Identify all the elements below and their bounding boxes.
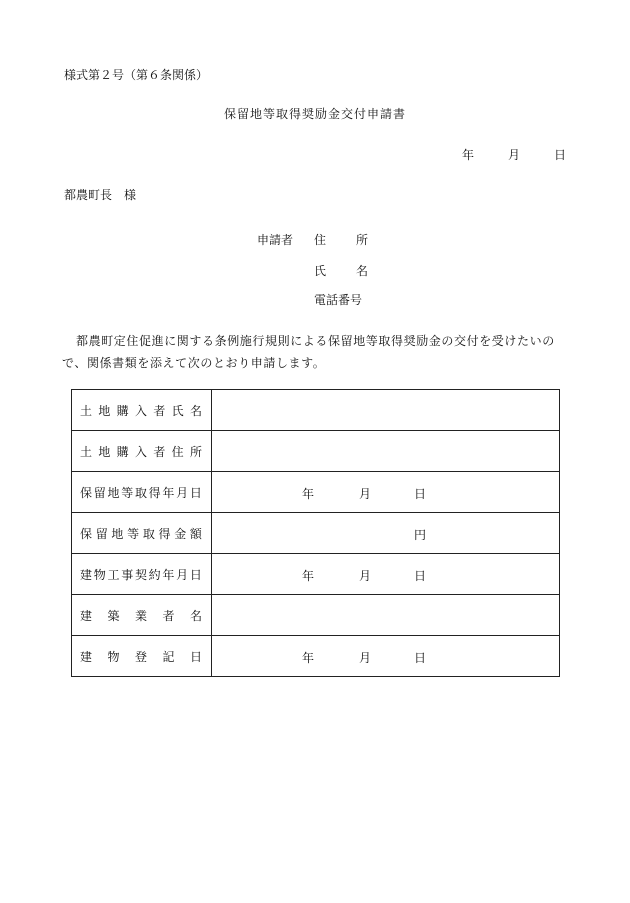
table-row xyxy=(72,595,560,636)
addressee-name: 都農町長 xyxy=(64,188,113,202)
row-label: 建 築 業 者 名 xyxy=(72,595,212,636)
row-label: 建 物 登 記 日 xyxy=(72,636,212,677)
row-label: 土 地 購 入 者 住 所 xyxy=(72,431,212,472)
row-label: 土 地 購 入 者 氏 名 xyxy=(72,390,212,431)
date-year-unit: 年 xyxy=(302,569,315,583)
application-table xyxy=(71,389,560,677)
page-title: 保留地等取得奨励金交付申請書 xyxy=(223,107,406,121)
applicant-address-label: 住 所 xyxy=(314,233,368,247)
applicant-label: 申請者 xyxy=(257,233,294,247)
table-row xyxy=(72,431,560,472)
body-paragraph xyxy=(62,330,562,374)
row-value-field[interactable] xyxy=(212,431,560,472)
row-value-field[interactable] xyxy=(212,513,560,554)
table-row xyxy=(72,513,560,554)
date-day-unit: 日 xyxy=(414,569,427,583)
date-day-unit: 日 xyxy=(414,487,427,501)
date-month-unit: 月 xyxy=(359,569,372,583)
body-text: 都農町定住促進に関する条例施行規則による保留地等取得奨励金の交付を受けたいので、関係書類を添えて次のとおり申請します。 xyxy=(62,334,555,370)
table-row xyxy=(72,554,560,595)
date-month-unit: 月 xyxy=(359,487,372,501)
yen-unit: 円 xyxy=(414,528,427,542)
row-value-field[interactable] xyxy=(212,554,560,595)
row-value-field[interactable] xyxy=(212,472,560,513)
date-month-label: 月 xyxy=(508,148,521,162)
applicant-phone-label: 電話番号 xyxy=(314,293,363,307)
table-row xyxy=(72,390,560,431)
row-value-field[interactable] xyxy=(212,595,560,636)
form-number: 様式第２号（第６条関係） xyxy=(64,68,209,82)
addressee-honorific: 様 xyxy=(124,188,137,202)
row-value-field[interactable] xyxy=(212,390,560,431)
date-year-unit: 年 xyxy=(302,651,315,665)
row-value-field[interactable] xyxy=(212,636,560,677)
date-year-unit: 年 xyxy=(302,487,315,501)
date-day-unit: 日 xyxy=(414,651,427,665)
row-label: 保 留 地 等 取 得 金 額 xyxy=(72,513,212,554)
addressee xyxy=(64,186,136,203)
row-label: 保 留 地 等 取 得 年 月 日 xyxy=(72,472,212,513)
date-month-unit: 月 xyxy=(359,651,372,665)
row-label: 建 物 工 事 契 約 年 月 日 xyxy=(72,554,212,595)
date-line xyxy=(462,146,566,163)
date-year-label: 年 xyxy=(462,148,475,162)
table-row xyxy=(72,472,560,513)
table-row xyxy=(72,636,560,677)
date-day-label: 日 xyxy=(554,148,567,162)
applicant-name-label: 氏 名 xyxy=(314,264,368,278)
